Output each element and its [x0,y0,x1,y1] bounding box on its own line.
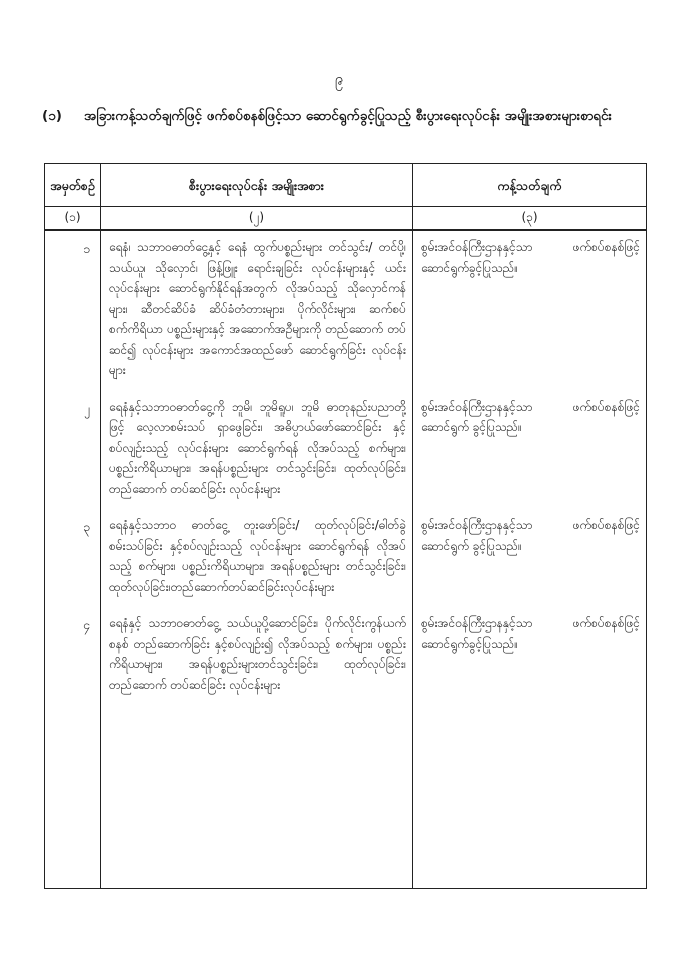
table-row [45,230,647,391]
header-restriction: ကန့်သတ်ချက် [413,164,647,207]
column-number-row [45,207,647,231]
column-number: (၁) [45,207,101,231]
row-number: ၁ [45,230,101,391]
page-number: ၉ [334,70,344,88]
row-number: ၄ [45,607,101,705]
column-number: (၂) [101,207,413,231]
header-business-type: စီးပွားရေးလုပ်ငန်း အမျိုးအစား [101,164,413,207]
row-restriction: စွမ်းအင်ဝန်ကြီးဌာနနှင့်သာ ဖက်စပ်စနစ်ဖြင့် ဆောင်ရွက်ခွင့်ပြုသည်။ [413,607,647,705]
empty-cell [101,705,413,889]
table-row [45,509,647,607]
table-header-row [45,164,647,207]
header-serial-number: အမှတ်စဉ် [45,164,101,207]
section-number: (၁) [42,108,62,124]
row-description: ရေနံနှင့်သဘာဝဓာတ်ငွေ့ကို ဘူမိ၊ ဘူမိရူပ၊ ဘူမိ ဓာတုနည်းပညာတို့ဖြင့် လေ့လာစမ်းသပ် ရှာဖွေခြင်း၊ အဓိပ္ပာယ်ဖော်ဆောင်ခြင်း နှင့်စပ်လျဉ်းသည့် လုပ်ငန်းများ ဆောင်ရွက်ရန် လိုအပ်သည့် စက်များ၊ ပစ္စည်းကိရိယာများ၊ အရန်ပစ္စည်းများ တင်သွင်းခြင်း၊ ထုတ်လုပ်ခြင်း၊ တည်ဆောက် တပ်ဆင်ခြင်း လုပ်ငန်းများ [101,391,413,510]
row-restriction: စွမ်းအင်ဝန်ကြီးဌာနနှင့်သာ ဖက်စပ်စနစ်ဖြင့် ဆောင်ရွက် ခွင့်ပြုသည်။ [413,509,647,607]
empty-cell [45,705,101,889]
row-description: ရေနံနှင့် သဘာဝဓာတ်ငွေ့ သယ်ယူပို့ဆောင်ခြင်း၊ ပိုက်လိုင်းကွန်ယက်စနစ် တည်ဆောက်ခြင်း နှင့်စပ်လျဉ်း၍ လိုအပ်သည့် စက်များ၊ ပစ္စည်းကိရိယာများ၊ အရန်ပစ္စည်းများတင်သွင်းခြင်း၊ ထုတ်လုပ်ခြင်း၊ တည်ဆောက် တပ်ဆင်ခြင်း လုပ်ငန်းများ [101,607,413,705]
row-number: ၃ [45,509,101,607]
row-restriction: စွမ်းအင်ဝန်ကြီးဌာနနှင့်သာ ဖက်စပ်စနစ်ဖြင့် ဆောင်ရွက် ခွင့်ပြုသည်။ [413,391,647,510]
table-filler-row [45,705,647,889]
table-row [45,607,647,705]
section-title: အခြားကန့်သတ်ချက်ဖြင့် ဖက်စပ်စနစ်ဖြင့်သာ ဆောင်ရွက်ခွင့်ပြုသည့် စီးပွားရေးလုပ်ငန်း အမျိုးအစားများစာရင်း [84,108,612,124]
business-types-table [44,163,647,889]
row-restriction: စွမ်းအင်ဝန်ကြီးဌာနနှင့်သာ ဖက်စပ်စနစ်ဖြင့် ဆောင်ရွက်ခွင့်ပြုသည်။ [413,230,647,391]
row-description: ရေနံနှင့်သဘာဝ ဓာတ်ငွေ့ တူးဖော်ခြင်း/ ထုတ်လုပ်ခြင်း/ဓါတ်ခွဲစမ်းသပ်ခြင်း နှင့်စပ်လျဉ်းသည့် လုပ်ငန်းများ ဆောင်ရွက်ရန် လိုအပ်သည့် စက်များ၊ ပစ္စည်းကိရိယာများ၊ အရန်ပစ္စည်းများ တင်သွင်းခြင်း၊ ထုတ်လုပ်ခြင်း၊တည်ဆောက်တပ်ဆင်ခြင်းလုပ်ငန်းများ [101,509,413,607]
column-number: (၃) [413,207,647,231]
table-row [45,391,647,510]
row-description: ရေနံ၊ သဘာဝဓာတ်ငွေ့နှင့် ရေနံ ထွက်ပစ္စည်းများ တင်သွင်း/ တင်ပို့၊ သယ်ယူ၊ သိုလှောင်၊ ဖြန့်ဖြူး ရောင်းချခြင်း လုပ်ငန်းများနှင့် ယင်းလုပ်ငန်းများ ဆောင်ရွက်နိုင်ရန်အတွက် လိုအပ်သည့် သိုလှောင်ကန်များ၊ ဆီတင်ဆိပ်ခံ ဆိပ်ခံတံတားများ၊ ပိုက်လိုင်းများ၊ ဆက်စပ် စက်ကိရိယာ ပစ္စည်းများနှင့် အဆောက်အဦများကို တည်ဆောက် တပ်ဆင်၍ လုပ်ငန်းများ အကောင်အထည်ဖော် ဆောင်ရွက်ခြင်း လုပ်ငန်းများ [101,230,413,391]
row-number: ၂ [45,391,101,510]
section-heading [42,104,652,128]
empty-cell [413,705,647,889]
